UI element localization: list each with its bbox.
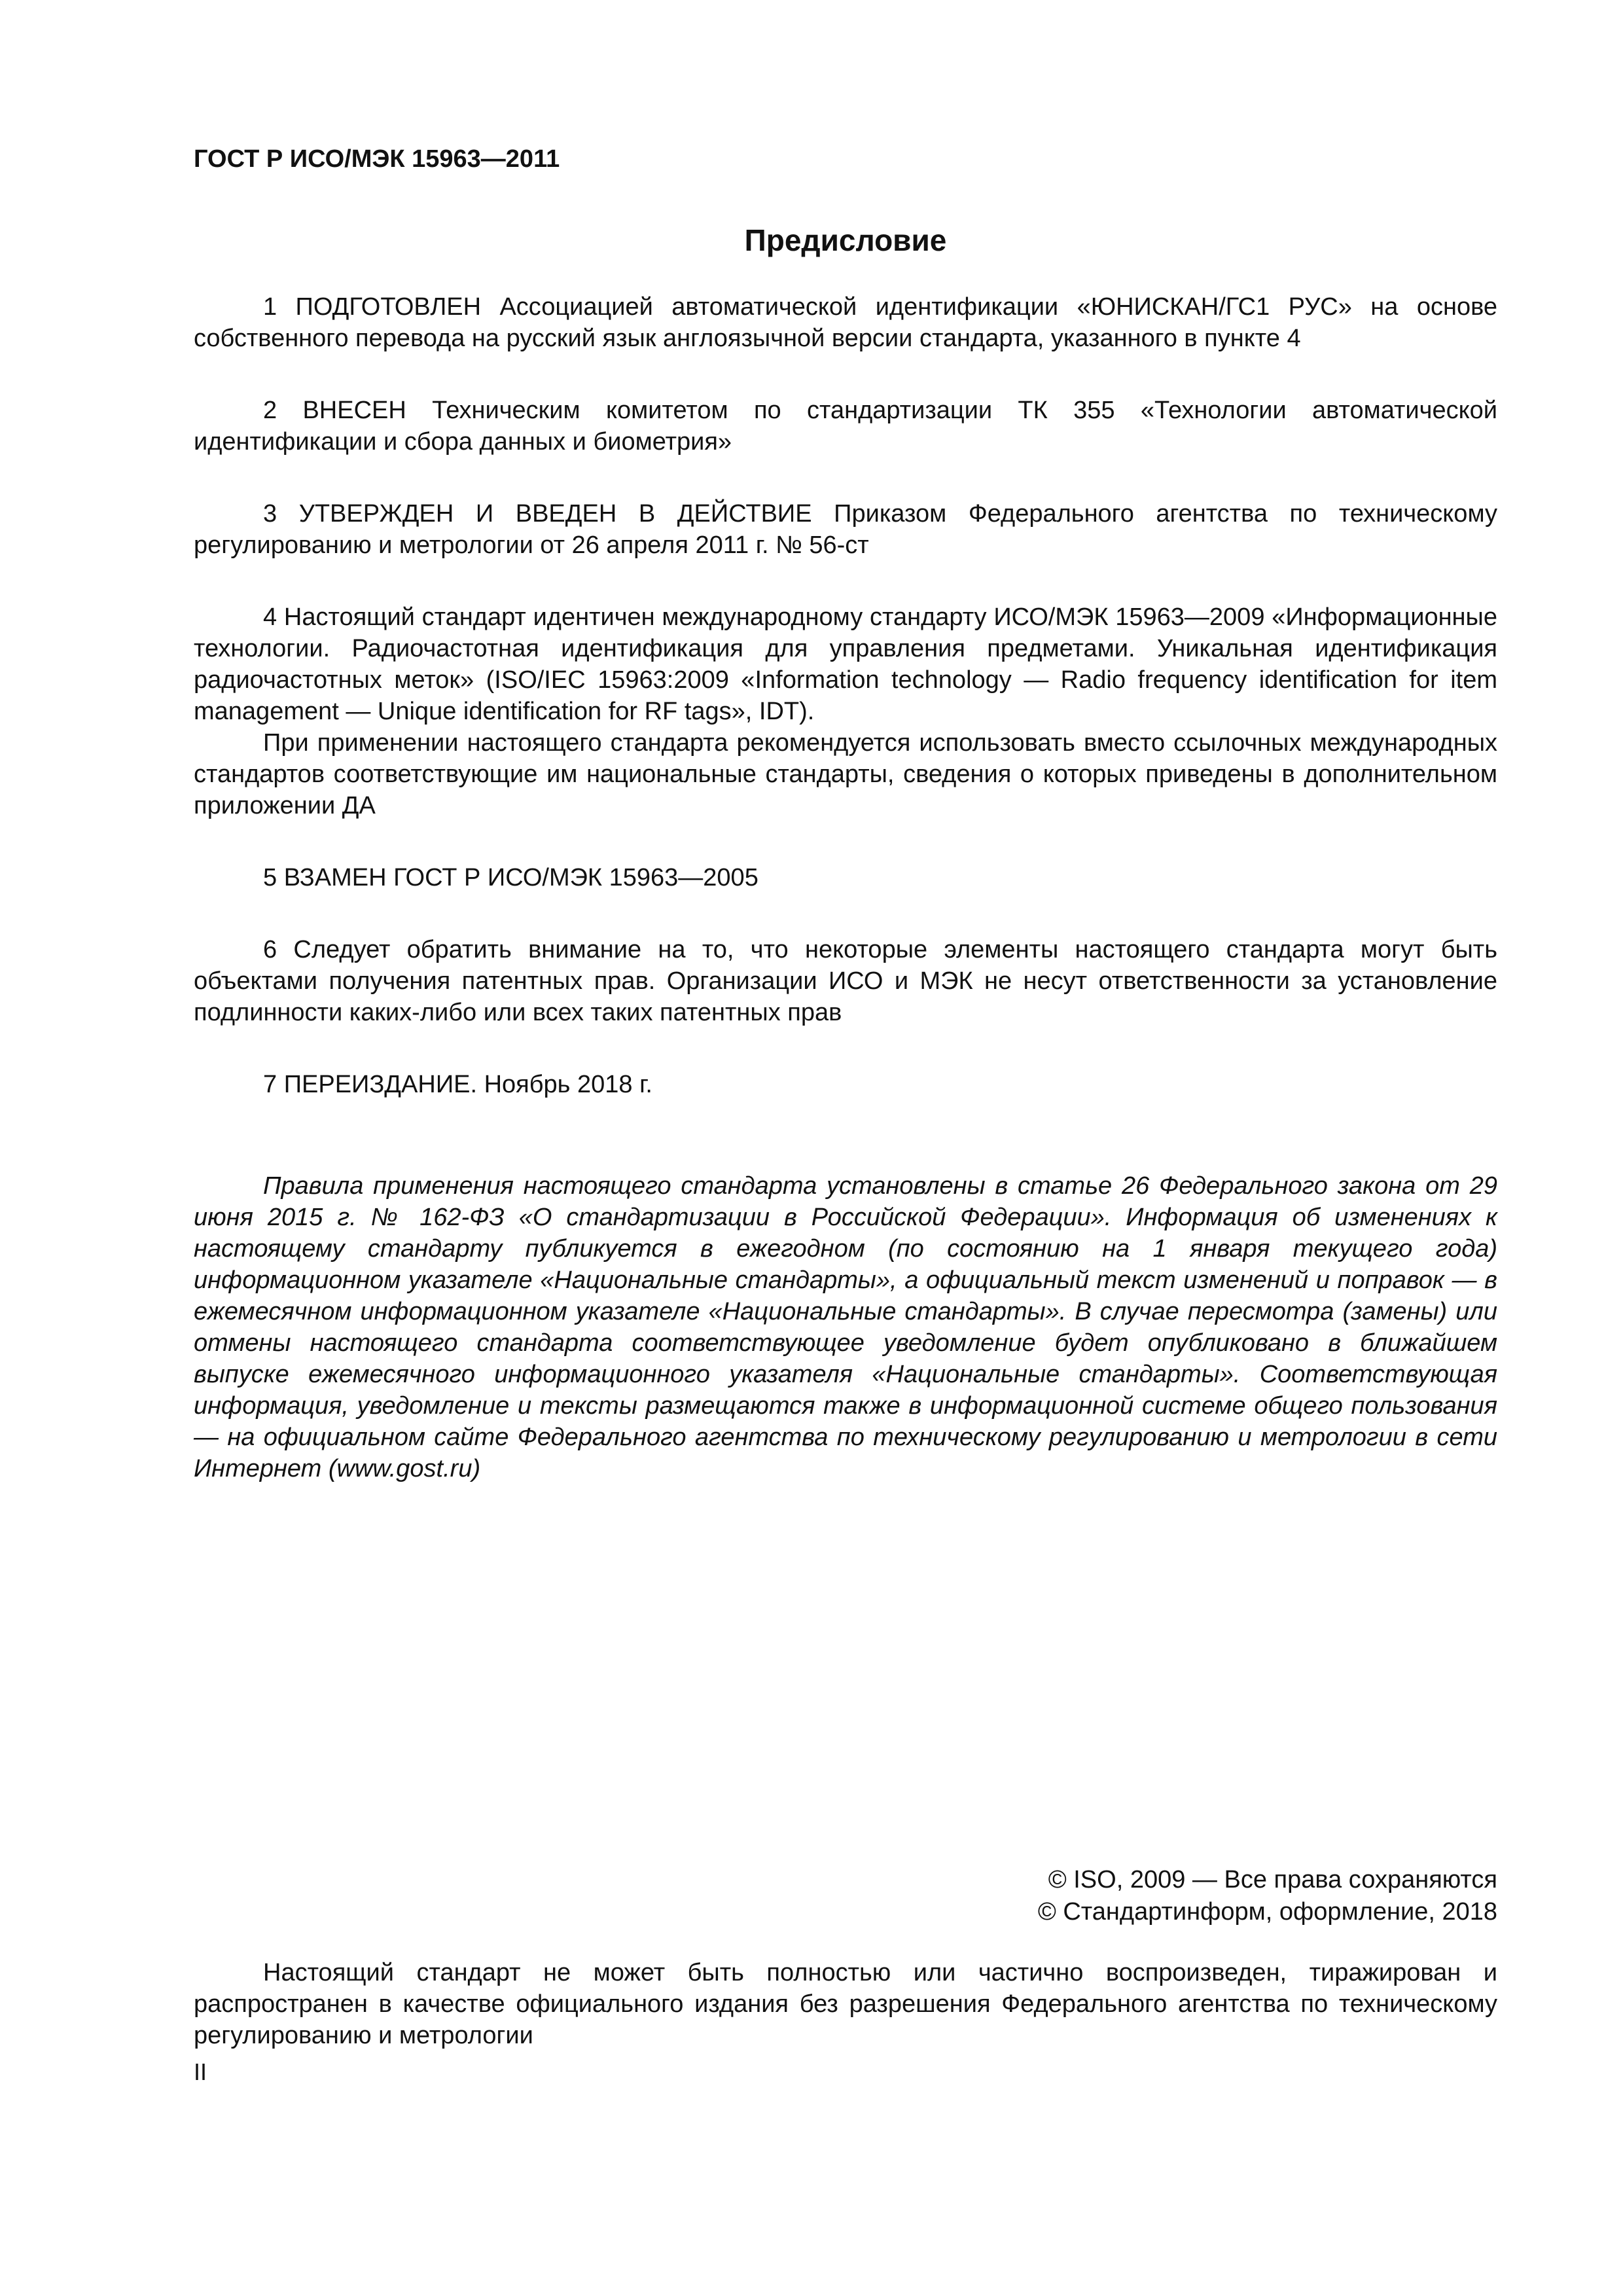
- foreword-paragraph: При применении настоящего стандарта рекомендуется использовать вместо ссылочных международных стандартов соответствующие им национальные стандарты, сведения о которых приведены в дополнительном приложении ДА: [194, 729, 1497, 819]
- foreword-paragraph: 3 УТВЕРЖДЕН И ВВЕДЕН В ДЕЙСТВИЕ Приказом Федерального агентства по техническому регулированию и метрологии от 26 апреля 2011 г. № 56-ст: [194, 500, 1497, 559]
- foreword-item-6: [194, 934, 1497, 1028]
- reproduction-notice: Настоящий стандарт не может быть полностью или частично воспроизведен, тиражирован и распространен в качестве официального издания без разрешения Федерального агентства по техническому регулированию и метрологии: [194, 1959, 1497, 2049]
- foreword-paragraph: 5 ВЗАМЕН ГОСТ Р ИСО/МЭК 15963—2005: [263, 864, 758, 891]
- foreword-item-3: [194, 498, 1497, 561]
- foreword-paragraph: 2 ВНЕСЕН Техническим комитетом по стандартизации ТК 355 «Технологии автоматической идентификации и сбора данных и биометрия»: [194, 397, 1497, 456]
- copyright-block: [1038, 1864, 1497, 1928]
- foreword-item-2: [194, 395, 1497, 457]
- foreword-items: [194, 291, 1497, 1141]
- foreword-paragraph: 6 Следует обратить внимание на то, что некоторые элементы настоящего стандарта могут быть объектами получения патентных прав. Организации ИСО и МЭК не несут ответственности за установление подлинности каких-либо или всех таких патентных прав: [194, 936, 1497, 1026]
- foreword-item-5: [194, 862, 1497, 893]
- foreword-paragraph: 7 ПЕРЕИЗДАНИЕ. Ноябрь 2018 г.: [263, 1071, 652, 1098]
- application-rules-notice: Правила применения настоящего стандарта установлены в статье 26 Федерального закона от 29 июня 2015 г. № 162-ФЗ «О стандартизации в Российской Федерации». Информация об изменениях к настоящему стандарту публикуется в ежегодном (по состоянию на 1 января текущего года) информационном указателе «Национальные стандарты», а официальный текст изменений и поправок — в ежемесячном информационном указателе «Национальные стандарты». В случае пересмотра (замены) или отмены настоящего стандарта соответствующее уведомление будет опубликовано в ближайшем выпуске ежемесячного информационного указателя «Национальные стандарты». Соответствующая информация, уведомление и тексты размещаются также в информационной системе общего пользования — на официальном сайте Федерального агентства по техническому регулированию и метрологии в сети Интернет (www.gost.ru): [194, 1172, 1497, 1482]
- foreword-paragraph: 1 ПОДГОТОВЛЕН Ассоциацией автоматической идентификации «ЮНИСКАН/ГС1 РУС» на основе собственного перевода на русский язык англоязычной версии стандарта, указанного в пункте 4: [194, 293, 1497, 352]
- foreword-paragraph: 4 Настоящий стандарт идентичен международному стандарту ИСО/МЭК 15963—2009 «Информационные технологии. Радиочастотная идентификация для управления предметами. Уникальная идентификация радиочастотных меток» (ISO/IEC 15963:2009 «Information technology — Radio frequency identification for item management — Unique identification for RF tags», IDT).: [194, 603, 1497, 725]
- foreword-item-7: [194, 1069, 1497, 1100]
- foreword-item-4: [194, 601, 1497, 821]
- copyright-iso: © ISO, 2009 — Все права сохраняются: [1048, 1866, 1497, 1893]
- page-number: II: [194, 2058, 207, 2085]
- document-code: ГОСТ Р ИСО/МЭК 15963—2011: [194, 145, 560, 173]
- foreword-item-1: [194, 291, 1497, 354]
- copyright-publisher: © Стандартинформ, оформление, 2018: [1037, 1898, 1497, 1926]
- page-title: Предисловие: [744, 223, 947, 257]
